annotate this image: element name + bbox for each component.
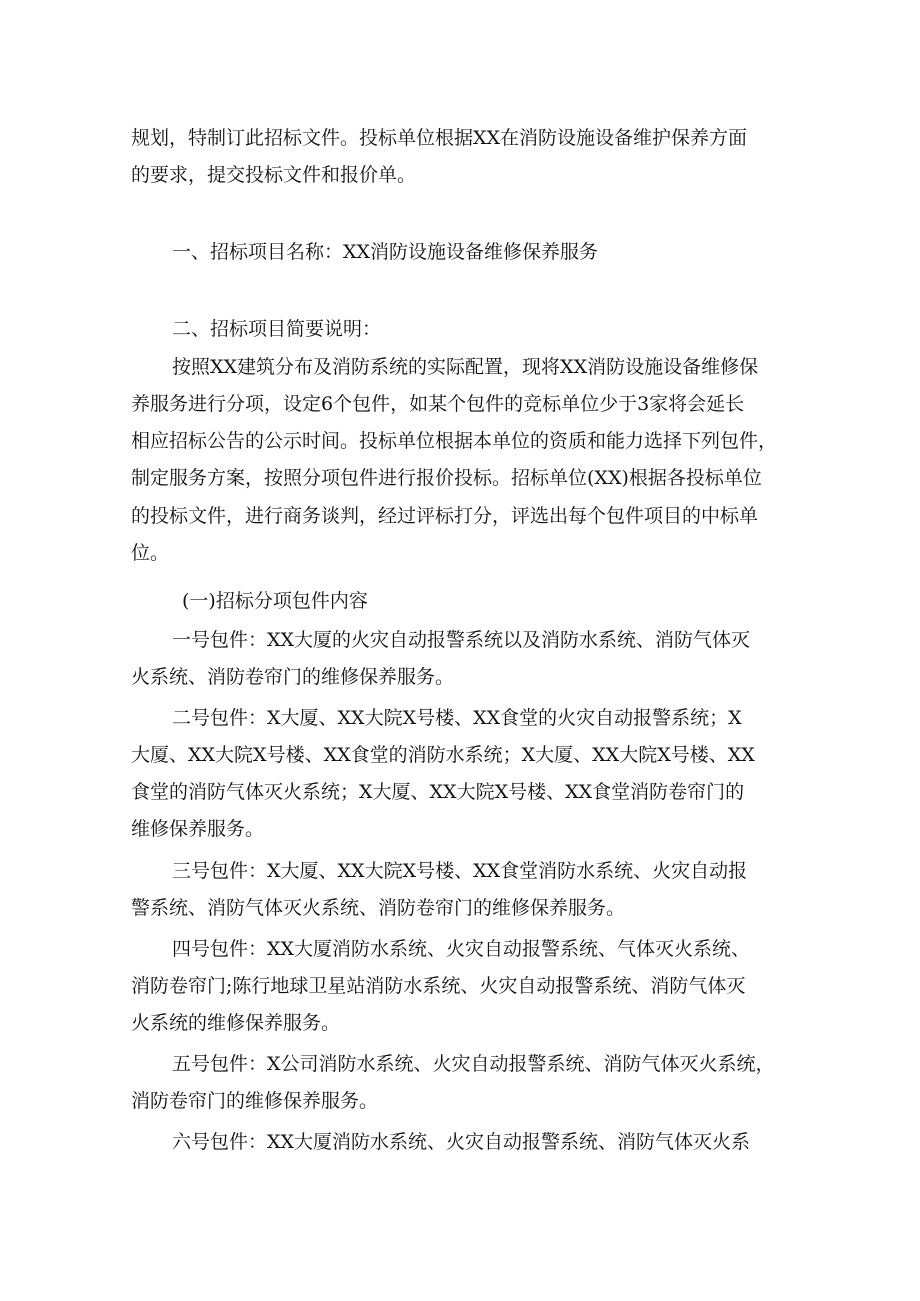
intro-line-2: 的要求，提交投标文件和报价单。: [131, 164, 417, 186]
package-1-line-2: 火系统、消防卷帘门的维修保养服务。: [131, 666, 455, 688]
section-2-heading: 二、招标项目简要说明：: [172, 318, 382, 340]
package-2-line-1: 二号包件：X大厦、XX大院X号楼、XX食堂的火灾自动报警系统；X: [172, 707, 742, 729]
package-4-line-2: 消防卷帘门;陈行地球卫星站消防水系统、火灾自动报警系统、消防气体灭: [131, 975, 746, 997]
package-2-line-3: 食堂的消防气体灭火系统；X大厦、XX大院X号楼、XX食堂消防卷帘门的: [131, 781, 745, 803]
package-3-line-2: 警系统、消防气体灭火系统、消防卷帘门的维修保养服务。: [131, 897, 626, 919]
section-2-line-2: 养服务进行分项，设定6个包件，如某个包件的竞标单位少于3家将会延长: [131, 393, 745, 415]
package-4-line-1: 四号包件：XX大厦消防水系统、火灾自动报警系统、气体灭火系统、: [172, 938, 751, 960]
package-5-line-2: 消防卷帘门的维修保养服务。: [131, 1090, 379, 1112]
section-2-line-5: 的投标文件，进行商务谈判，经过评标打分，评选出每个包件项目的中标单: [131, 505, 759, 527]
package-1-line-1: 一号包件：XX大厦的火灾自动报警系统以及消防水系统、消防气体灭: [172, 629, 751, 651]
package-4-line-3: 火系统的维修保养服务。: [131, 1012, 341, 1034]
package-6-line-1: 六号包件：XX大厦消防水系统、火灾自动报警系统、消防气体灭火系: [172, 1131, 751, 1153]
package-5-line-1: 五号包件：X公司消防水系统、火灾自动报警系统、消防气体灭火系统，: [172, 1053, 775, 1075]
section-2-line-4: 制定服务方案，按照分项包件进行报价投标。招标单位(XX)根据各投标单位: [131, 467, 762, 489]
package-3-line-1: 三号包件：X大厦、XX大院X号楼、XX食堂消防水系统、火灾自动报: [172, 860, 748, 882]
section-2-line-3: 相应招标公告的公示时间。投标单位根据本单位的资质和能力选择下列包件，: [131, 430, 778, 452]
section-1-title: 一、招标项目名称：XX消防设施设备维修保养服务: [172, 241, 599, 263]
subsection-title: (一)招标分项包件内容: [182, 590, 368, 612]
package-2-line-4: 维修保养服务。: [131, 818, 265, 840]
section-2-line-1: 按照XX建筑分布及消防系统的实际配置，现将XX消防设施设备维修保: [172, 356, 759, 378]
intro-line-1: 规划，特制订此招标文件。投标单位根据XX在消防设施设备维护保养方面: [131, 127, 748, 149]
package-2-line-2: 大厦、XX大院X号楼、XX食堂的消防水系统；X大厦、XX大院X号楼、XX: [131, 744, 755, 766]
section-2-line-6: 位。: [131, 542, 170, 564]
